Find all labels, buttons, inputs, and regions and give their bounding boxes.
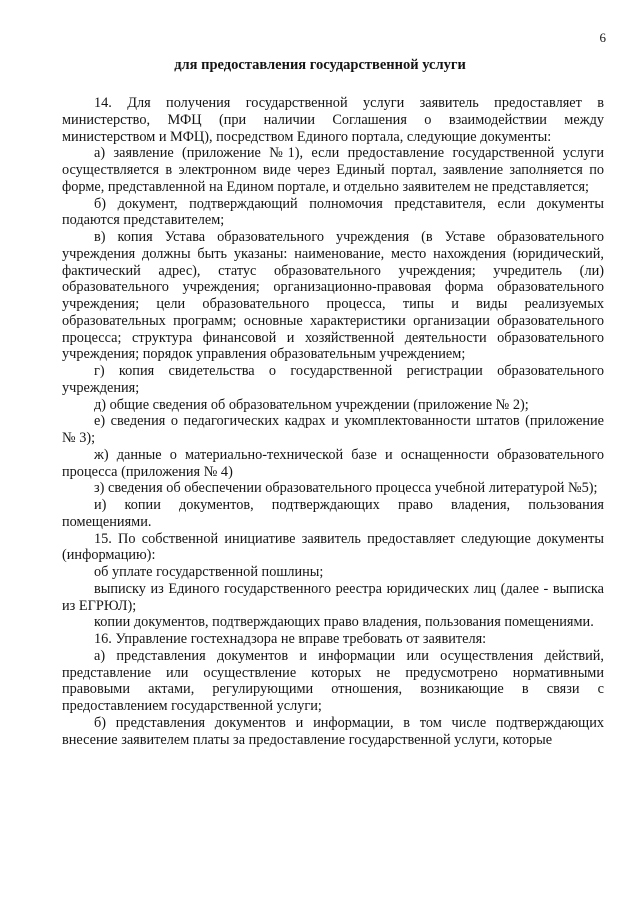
section-heading: для предоставления государственной услуги [174,57,466,73]
page-number: 6 [599,30,606,45]
item-16a: а) представления документов и информации или осуществления действий, представление или осуществление которых не предусмотрено нормативными правовыми актами, регулирующими отношения, возникающие в связи с предоставлением государственной услуги; [62,647,604,714]
document-body [62,95,604,748]
item-16b: б) представления документов и информации, в том числе подтверждающих внесение заявителем платы за предоставление государственной услуги, которые [62,714,604,748]
item-14zh: ж) данные о материально-технической базе и оснащенности образовательного процесса (приложения № 4) [62,446,604,480]
item-14g: г) копия свидетельства о государственной регистрации образовательного учреждения; [62,363,604,396]
item-14z: з) сведения об обеспечении образовательного процесса учебной литературой №5); [94,480,598,497]
item-15-fee: об уплате государственной пошлины; [94,564,324,580]
paragraph-14: 14. Для получения государственной услуги заявитель предоставляет в министерство, МФЦ (при наличии Соглашения о взаимодействии между министерством и МФЦ), посредством Единого портала, следующие документы: [62,95,604,145]
item-15-egrul: выписку из Единого государственного реестра юридических лиц (далее - выписка из ЕГРЮЛ); [62,580,604,614]
item-14b: б) документ, подтверждающий полномочия представителя, если документы подаются представителем; [62,195,604,229]
item-14a: а) заявление (приложение №1), если предоставление государственной услуги осуществляется в электронном виде через Единый портал, заявление заполняется по форме, представленной на Едином портале, и отдельно заявителем не представляется; [62,145,604,195]
paragraph-15: 15. По собственной инициативе заявитель предоставляет следующие документы (информацию): [62,530,604,564]
paragraph-16: 16. Управление гостехнадзора не вправе требовать от заявителя: [94,631,487,647]
item-14v: в) копия Устава образовательного учреждения (в Уставе образовательного учреждения должны быть указаны: наименование, место нахождения (юридический, фактический адрес), статус образовательного учреждения; учредитель (ли) образовательного учреждения; организационно-правовая форма образовательного учреждения; цели образовательного процесса, типы и виды реализуемых образовательных программ; основные характеристики организации образовательного процесса; структура финансовой и хозяйственной деятельности образовательного учреждения; порядок управления образовательным учреждением; [62,229,604,363]
item-14d: д) общие сведения об образовательном учреждении (приложение № 2); [94,396,529,413]
item-15-premises: копии документов, подтверждающих право владения, пользования помещениями. [94,614,594,631]
item-14e: е) сведения о педагогических кадрах и укомплектованности штатов (приложение № 3); [62,413,604,446]
item-14i: и) копии документов, подтверждающих право владения, пользования помещениями. [62,497,604,530]
